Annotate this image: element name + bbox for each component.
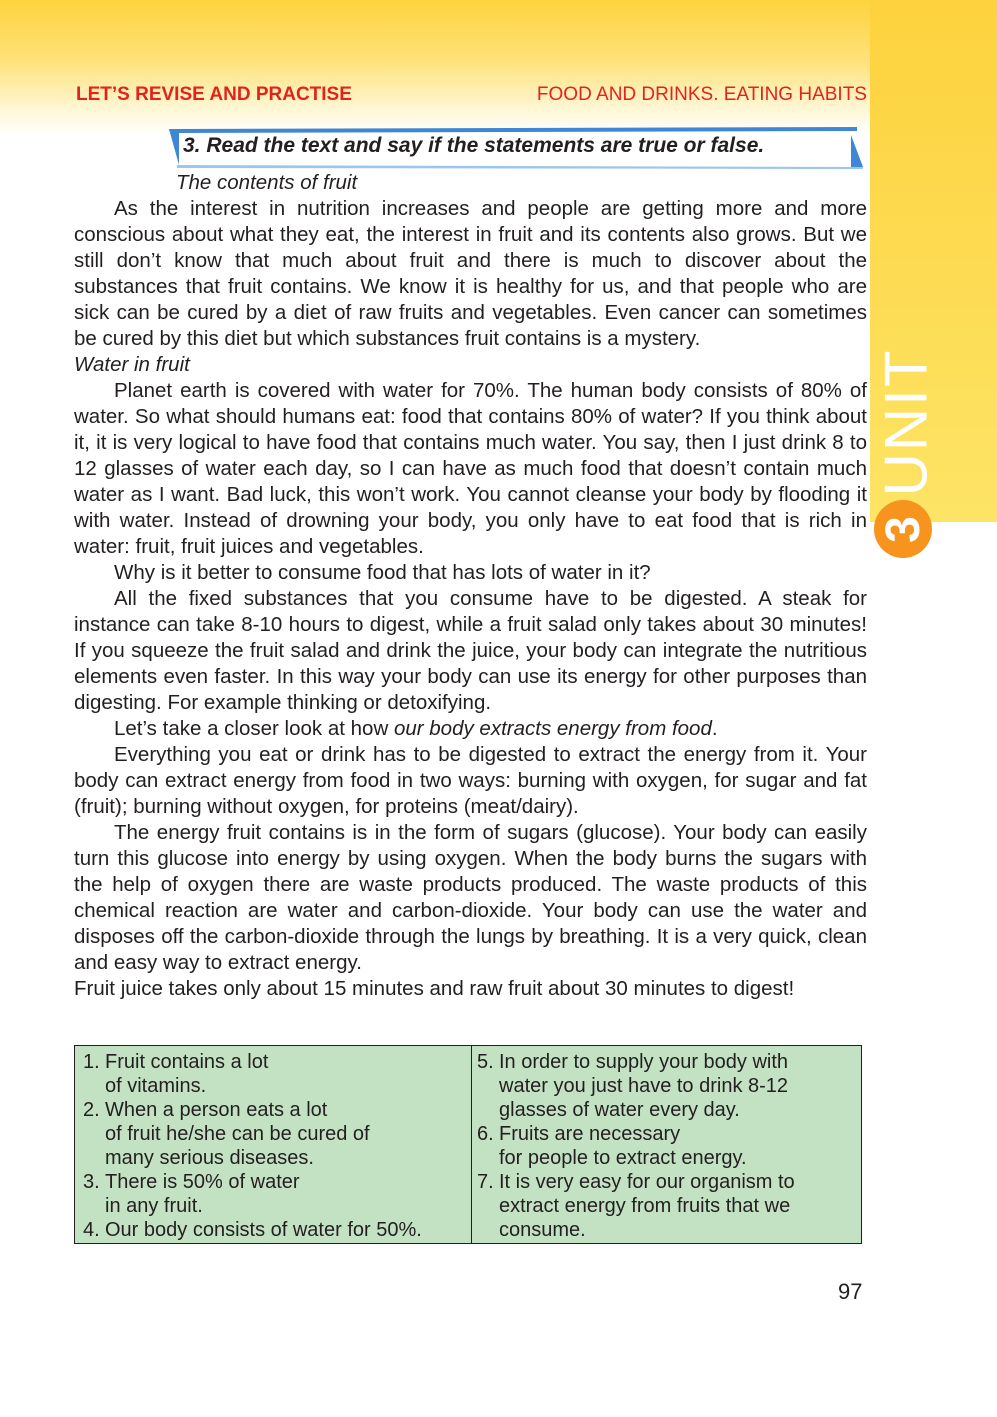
- statement-item: [83, 1050, 471, 1098]
- statement-number: 4.: [83, 1219, 100, 1241]
- section-header: LET’S REVISE AND PRACTISE: [76, 84, 352, 105]
- paragraph: All the fixed substances that you consume have to be digested. A steak for instance can take 8-10 hours to digest, while a fruit salad only takes about 30 minutes! If you squeeze the fruit salad and drink the juice, your body can integrate the nutritious elements even faster. In this way your body can use its energy for other purposes than digesting. For example thinking or detoxifying.: [74, 587, 867, 714]
- page-number: 97: [838, 1279, 863, 1304]
- paragraph: Everything you eat or drink has to be digested to extract the energy from it. Your body can extract energy from food in two ways: burning with oxygen, for sugar and fat (fruit); burning without oxygen, for proteins (meat/dairy).: [74, 743, 867, 818]
- task-instruction-text: 3. Read the text and say if the statements are true or false.: [183, 134, 765, 157]
- statement-item: [477, 1170, 861, 1242]
- statement-number: 3.: [83, 1171, 100, 1193]
- statement-text: Our body consists of water for 50%.: [105, 1219, 422, 1241]
- statement-number: 2.: [83, 1099, 100, 1121]
- statements-box: [74, 1045, 862, 1244]
- task-instruction-banner: [167, 125, 867, 169]
- statement-number: 5.: [477, 1051, 494, 1073]
- statement-item: [83, 1170, 471, 1218]
- statement-text: When a person eats a lot of fruit he/she can be cured of many serious diseases.: [105, 1099, 370, 1169]
- unit-label: UNIT: [872, 348, 940, 497]
- statement-text: There is 50% of water in any fruit.: [105, 1171, 300, 1217]
- chapter-header: FOOD AND DRINKS. EATING HABITS: [536, 84, 867, 105]
- statements-right-column: [472, 1046, 861, 1243]
- top-banner: [0, 0, 997, 135]
- article: [74, 170, 867, 1002]
- article-title: The contents of fruit: [176, 171, 358, 194]
- statement-number: 7.: [477, 1171, 494, 1193]
- paragraph-text: Let’s take a closer look at how: [114, 717, 394, 740]
- paragraph: Planet earth is covered with water for 70%. The human body consists of 80% of water. So what should humans eat: food that contains 80% of water? If you think about it, it is very logical to have food that contains much water. You say, then I just drink 8 to 12 glasses of water each day, so I can have as much food that doesn’t contain much water as I want. Bad luck, this won’t work. You cannot cleanse your body by flooding it with water. Instead of drowning your body, you only have to eat food that is rich in water: fruit, fruit juices and vegetables.: [74, 379, 867, 558]
- statement-item: [477, 1122, 861, 1170]
- paragraph-text: .: [711, 717, 718, 740]
- statement-text: Fruits are necessary for people to extract energy.: [499, 1123, 747, 1169]
- statement-text: Fruit contains a lot of vitamins.: [105, 1051, 269, 1097]
- statement-text: It is very easy for our organism to extract energy from fruits that we consume.: [499, 1171, 795, 1241]
- statement-number: 1.: [83, 1051, 100, 1073]
- statement-item: [83, 1218, 471, 1242]
- paragraph: [74, 716, 867, 742]
- statement-text: In order to supply your body with water you just have to drink 8-12 glasses of water every day.: [499, 1051, 789, 1121]
- statement-item: [477, 1050, 861, 1122]
- paragraph: Fruit juice takes only about 15 minutes and raw fruit about 30 minutes to digest!: [74, 977, 795, 1000]
- emphasized-text: our body extracts energy from food: [393, 717, 712, 740]
- statement-number: 6.: [477, 1123, 494, 1145]
- paragraph: The energy fruit contains is in the form of sugars (glucose). Your body can easily turn this glucose into energy by using oxygen. When the body burns the sugars with the help of oxygen there are waste products produced. The waste products of this chemical reaction are water and carbon-dioxide. Your body can use the water and disposes off the carbon-dioxide through the lungs by breathing. It is a very quick, clean and easy way to extract energy.: [74, 821, 867, 974]
- subheading: Water in fruit: [74, 353, 190, 376]
- paragraph: As the interest in nutrition increases and people are getting more and more conscious about what they eat, the interest in fruit and its contents also grows. But we still don’t know that much about fruit and there is much to discover about the substances that fruit contains. We know it is healthy for us, and that people who are sick can be cured by a diet of raw fruits and vegetables. Even cancer can sometimes be cured by this diet but which substances fruit contains is a mystery.: [74, 197, 867, 350]
- statements-left-column: [75, 1046, 472, 1243]
- paragraph: Why is it better to consume food that has lots of water in it?: [114, 561, 651, 584]
- statement-item: [83, 1098, 471, 1170]
- unit-number-badge: 3: [874, 500, 932, 558]
